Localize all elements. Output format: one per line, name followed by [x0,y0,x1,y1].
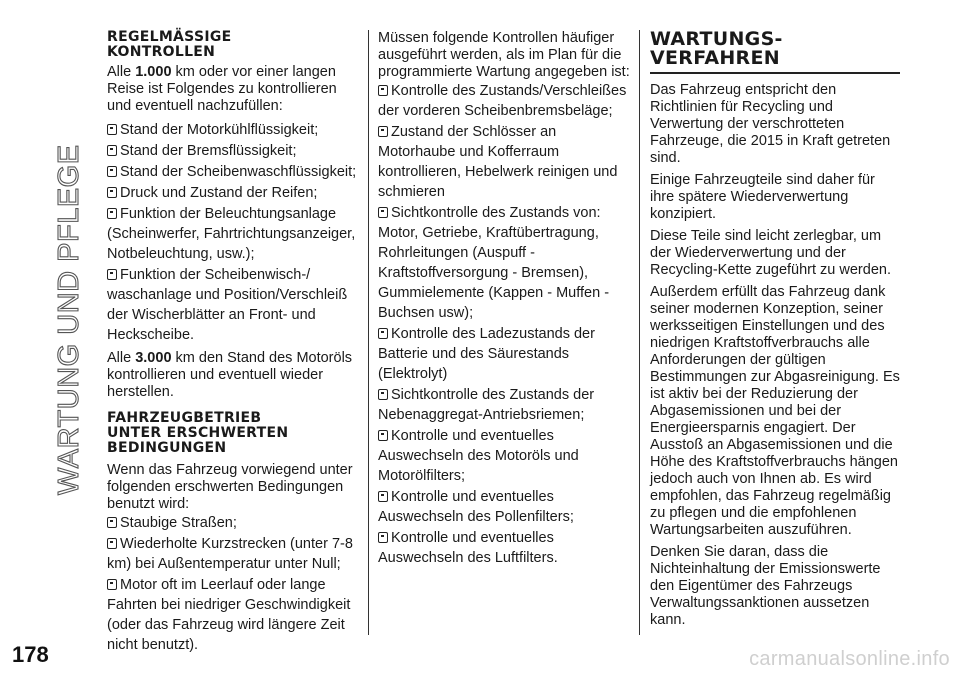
list-item-text: Stand der Bremsflüssigkeit; [120,143,297,159]
list-item [107,141,359,161]
heading-severe-conditions [107,411,359,456]
list-item [378,81,630,121]
checks-intro: Müssen folgende Kontrollen häufiger ausgeführt werden, als im Plan für die programmierte Wartung angegeben ist: [378,30,630,80]
bullet-icon [107,579,117,590]
watermark: carmanualsonline.info [749,648,950,670]
list-item [107,120,359,140]
list-item-text: Kontrolle und eventuelles Auswechseln des Pollenfilters; [378,489,574,525]
list-item [107,183,359,203]
heading-line: WARTUNGS- [650,28,783,50]
list-item [107,162,359,182]
bullet-icon [107,517,117,528]
heading-line: FAHRZEUGBETRIEB [107,410,262,426]
bullet-icon [378,430,388,441]
bullet-icon [107,208,117,219]
page-number: 178 [12,642,49,667]
bullet-icon [378,491,388,502]
paragraph: Das Fahrzeug entspricht den Richtlinien für Recycling und Verwertung der verschrotteten Fahrzeuge, die 2015 in Kraft getreten sind. [650,82,891,166]
list-item [378,203,630,323]
oil-pre: Alle [107,350,136,366]
bullet-icon [378,126,388,137]
heading-regular-checks [107,30,359,60]
bullet-icon [378,85,388,96]
intro-paragraph [107,64,359,115]
list-item-text: Funktion der Scheibenwisch-/ waschanlage und Position/Verschleiß der Wischerblätter an Front- und Heckscheibe. [107,267,348,343]
column-2 [378,30,630,569]
oil-post: km den Stand des Motoröls kontrollieren und eventuell wieder herstellen. [107,350,353,400]
paragraph: Diese Teile sind leicht zerlegbar, um der Wiederverwertung und der Recycling-Kette zugeführt zu werden. [650,228,891,278]
side-title-text: WARTUNG UND PFLEGE [53,144,85,495]
list-item-text: Sichtkontrolle des Zustands von: Motor, Getriebe, Kraftübertragung, Rohrleitungen (Auspuff - Kraftstoffversorgung - Bremsen), Gummielemente (Kappen - Muffen - Buchsen usw); [378,205,610,321]
column-1 [107,30,359,656]
bullet-icon [107,166,117,177]
heading-line: REGELMÄSSIGE [107,29,232,45]
bullet-icon [107,124,117,135]
intro-post: km oder vor einer langen Reise ist Folgendes zu kontrollieren und eventuell nachzufüllen: [107,64,337,114]
bullet-icon [378,532,388,543]
bullet-icon [107,538,117,549]
list-item [107,204,359,264]
list-item [107,513,359,533]
bullet-icon [107,269,117,280]
list-item [378,324,630,384]
oil-km: 3.000 [135,350,172,366]
paragraph: Denken Sie daran, dass die Nichteinhaltung der Emissionswerte den Eigentümer des Fahrzeugs Verwaltungssanktionen aussetzen kann. [650,544,881,628]
column-divider-1 [368,30,369,635]
conditions-intro: Wenn das Fahrzeug vorwiegend unter folgenden erschwerten Bedingungen benutzt wird: [107,462,353,512]
list-item [378,385,630,425]
paragraph: Außerdem erfüllt das Fahrzeug dank seiner modernen Konzeption, seiner werksseitigen Einstellungen und des niedrigen Kraftstoffverbrauchs alle Anforderungen der gültigen Bestimmungen zur Abgasreinigung. Es ist aktiv bei der Reduzierung der Abgasemissionen und bei der Energieersparnis engagiert. Der Ausstoß an Abgasemissionen und die Höhe des Kraftstoffverbrauchs hängen jedoch auch von Ihnen ab. Es wird empfohlen, das Fahrzeug regelmäßig zu pflegen und die empfohlenen Wartungsarbeiten auszuführen. [650,284,900,538]
list-item-text: Stand der Motorkühlflüssigkeit; [120,122,319,138]
list-item-text: Druck und Zustand der Reifen; [120,185,318,201]
list-item [107,575,359,655]
list-item-text: Wiederholte Kurzstrecken (unter 7-8 km) bei Außentemperatur unter Null; [107,536,353,572]
oil-paragraph [107,350,359,401]
list-item-text: Funktion der Beleuchtungsanlage (Scheinwerfer, Fahrtrichtungsanzeiger, Notbeleuchtung, usw.); [107,206,356,262]
bullet-icon [107,145,117,156]
heading-line: KONTROLLEN [107,44,216,60]
heading-maintenance-procedures [650,30,900,74]
bullet-icon [378,328,388,339]
heading-line: UNTER ERSCHWERTEN [107,425,289,441]
bullet-icon [107,187,117,198]
list-item-text: Kontrolle des Ladezustands der Batterie und des Säurestands (Elektrolyt) [378,326,595,382]
list-item [378,426,630,486]
intro-km: 1.000 [135,64,172,80]
list-item-text: Kontrolle und eventuelles Auswechseln des Luftfilters. [378,530,558,566]
heading-line: BEDINGUNGEN [107,440,227,456]
list-item-text: Motor oft im Leerlauf oder lange Fahrten bei niedriger Geschwindigkeit (oder das Fahrzeug wird längere Zeit nicht benutzt). [107,577,351,653]
list-item [378,122,630,202]
paragraph: Einige Fahrzeugteile sind daher für ihre spätere Wiederverwertung konzipiert. [650,172,875,222]
list-item [107,265,359,345]
column-3 [650,30,900,634]
list-item-text: Zustand der Schlösser an Motorhaube und Kofferraum kontrollieren, Hebelwerk reinigen und schmieren [378,124,618,200]
list-item [107,534,359,574]
list-item [378,528,630,568]
list-item-text: Kontrolle des Zustands/Verschleißes der vorderen Scheibenbremsbeläge; [378,83,627,119]
intro-pre: Alle [107,64,136,80]
heading-line: VERFAHREN [650,47,780,69]
bullet-icon [378,207,388,218]
list-item-text: Staubige Straßen; [120,515,237,531]
list-item-text: Sichtkontrolle des Zustands der Nebenaggregat-Antriebsriemen; [378,387,595,423]
list-item-text: Kontrolle und eventuelles Auswechseln des Motoröls und Motorölfilters; [378,428,579,484]
bullet-icon [378,389,388,400]
list-item [378,487,630,527]
list-item-text: Stand der Scheibenwaschflüssigkeit; [120,164,357,180]
column-divider-2 [639,30,640,635]
